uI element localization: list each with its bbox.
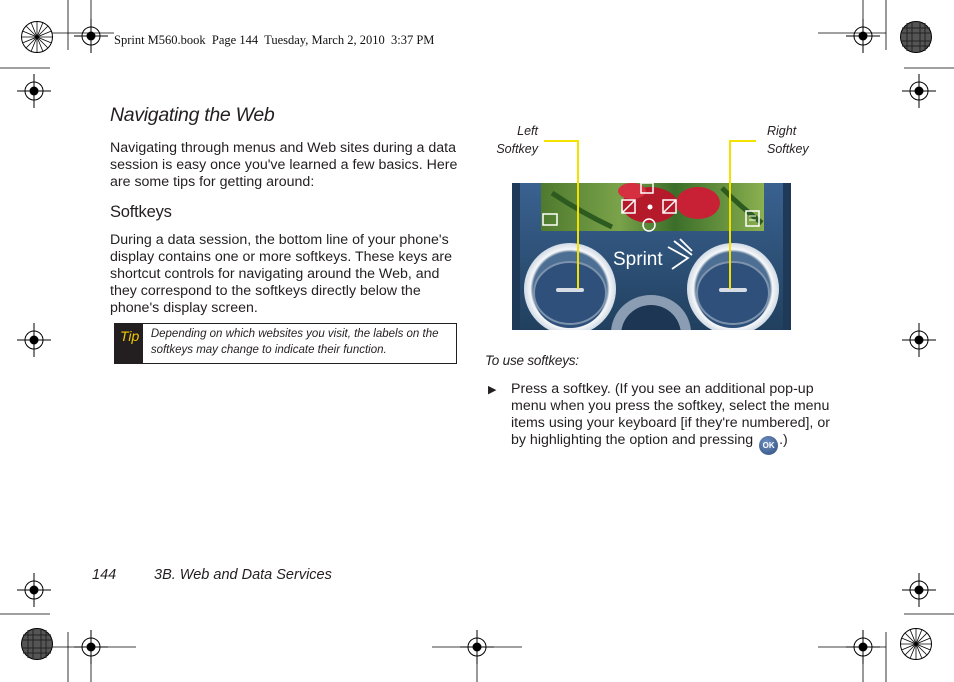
page-number: 144: [92, 567, 117, 583]
sprint-logo: Sprint: [613, 249, 663, 270]
left-softkey-callout: [480, 122, 538, 158]
left-callout-line-2: Softkey: [496, 142, 538, 156]
softkeys-heading: Softkeys: [110, 203, 172, 221]
right-callout-line-1: Right: [767, 124, 797, 138]
tip-label: Tip: [120, 328, 140, 344]
page-title: Navigating the Web: [110, 104, 275, 126]
softkey-step-end: .): [779, 432, 788, 448]
right-softkey-callout: [767, 122, 837, 158]
left-softkey[interactable]: [556, 288, 584, 292]
intro-paragraph: Navigating through menus and Web sites during a data session is easy once you've learned a few basics. Here are some tips for getting around:: [110, 140, 458, 190]
left-callout-line: [544, 140, 579, 142]
left-callout-line-1: Left: [517, 124, 538, 138]
tip-text: Depending on which websites you visit, the labels on the softkeys may change to indicate their function.: [150, 328, 439, 356]
ok-key-icon: OK: [759, 436, 778, 455]
tip-box: [114, 323, 457, 364]
section-name: 3B. Web and Data Services: [154, 567, 332, 583]
right-softkey[interactable]: [719, 288, 747, 292]
phone-softkeys-illustration: [512, 183, 791, 330]
softkeys-paragraph: During a data session, the bottom line of your phone's display contains one or more softkeys. These keys are shortcut controls for navigating around the Web, and they correspond to the softkeys directly below the phone's display screen.: [110, 232, 452, 316]
to-use-softkeys-heading: To use softkeys:: [485, 353, 579, 368]
softkey-step-text: Press a softkey. (If you see an additional pop-up menu when you press the softkey, select the menu items using your keyboard [if they're numbered], or by highlighting the option and pressing: [511, 381, 830, 448]
right-callout-line: [729, 140, 756, 142]
book-header-line: Sprint M560.book Page 144 Tuesday, March 2, 2010 3:37 PM: [114, 33, 435, 47]
tip-label-cell: [115, 324, 143, 363]
right-callout-stem: [729, 140, 731, 289]
left-callout-stem: [577, 140, 579, 289]
triangle-right-icon: ▶: [488, 384, 497, 396]
softkey-step: [511, 381, 841, 455]
right-callout-line-2: Softkey: [767, 142, 809, 156]
